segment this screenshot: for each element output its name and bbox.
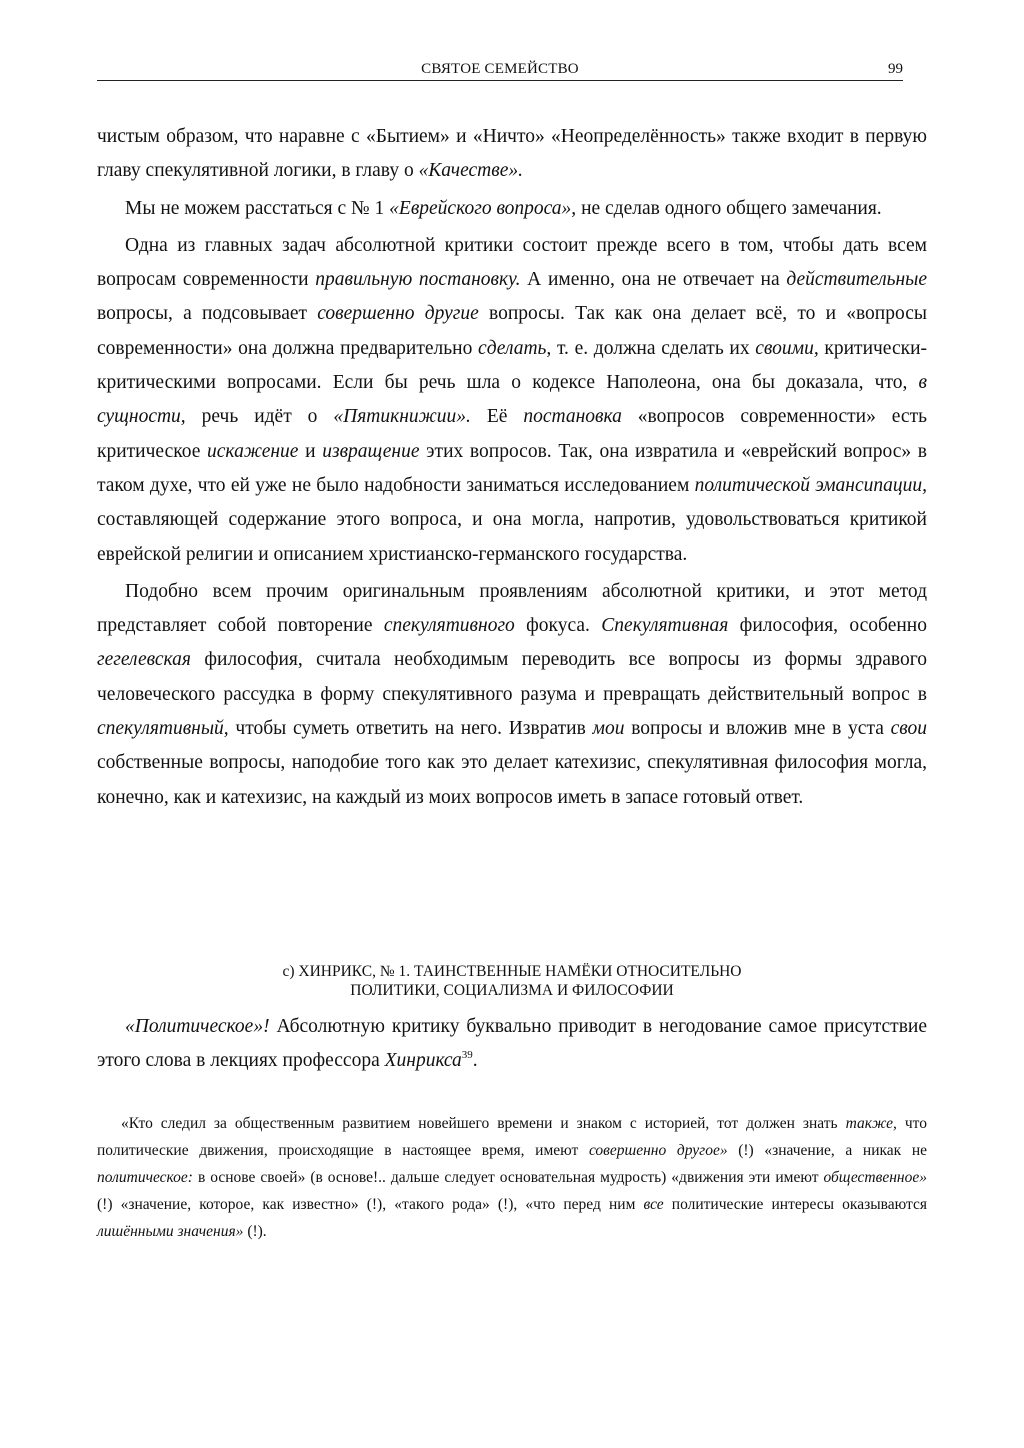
emphasis: сделать,: [478, 337, 552, 359]
text-span: т. е. должна сделать их: [551, 337, 756, 359]
emphasis: совершенно другие: [317, 303, 479, 325]
emphasis: извращение: [322, 440, 420, 462]
emphasis: спекулятивный,: [97, 718, 229, 740]
page-number: 99: [888, 61, 903, 77]
paragraph-1: [97, 120, 927, 189]
emphasis: политическое:: [97, 1169, 193, 1186]
text-span: философия, особенно: [728, 615, 927, 637]
emphasis: общественное»: [823, 1169, 927, 1186]
text-span: А именно, она не отвечает на: [520, 269, 787, 291]
text-span: в основе своей» (в основе!.. дальше следует основательная мудрость) «движения эти имеют: [192, 1169, 824, 1186]
text-span: Абсолютную критику буквально приводит в негодование самое присутствие этого слова в лекциях профессора: [97, 1016, 927, 1072]
text-span: что политические движения, происходящие в настоящее время, имеют: [97, 1115, 927, 1159]
text-span: «вопросов современности» есть критическое: [97, 406, 927, 462]
emphasis: спекулятивного: [383, 615, 515, 637]
emphasis: «Еврейского вопроса»,: [389, 197, 577, 219]
text-span: (!) «значение, а никак не: [727, 1142, 928, 1159]
text-span: этих вопросов. Так, она извратила и «еврейский вопрос» в таком духе, что ей уже не было надобности заниматься исследованием: [97, 440, 927, 496]
emphasis: «Пятикнижии».: [333, 406, 471, 428]
section-text: [97, 1010, 927, 1079]
emphasis: искажение: [207, 440, 299, 462]
section-heading-line-2: ПОЛИТИКИ, СОЦИАЛИЗМА И ФИЛОСОФИИ: [350, 982, 674, 999]
text-span: чистым образом, что наравне с «Бытием» и «Ничто» «Неопределённость» также входит в первую главу спекулятивной логики, в главу о: [97, 126, 927, 182]
text-span: Её: [470, 406, 524, 428]
emphasis: мои: [592, 718, 625, 740]
emphasis: все: [643, 1196, 664, 1213]
block-quote: [97, 1110, 927, 1245]
section-heading-line-1: c) ХИНРИКС, № 1. ТАИНСТВЕННЫЕ НАМЁКИ ОТНОСИТЕЛЬНО: [282, 963, 742, 980]
emphasis: Спекулятивная: [601, 615, 729, 637]
emphasis: постановка: [523, 406, 622, 428]
text-span: составляющей содержание этого вопроса, и она могла, напротив, удовольствоваться критикой еврейской религии и описанием христианско-германского государства.: [97, 509, 927, 565]
section-heading: [97, 962, 927, 1000]
text-span: Мы не можем расстаться с № 1: [125, 197, 390, 219]
paragraph-5: [97, 1010, 927, 1079]
emphasis: также,: [845, 1115, 897, 1132]
paragraph-4: [97, 575, 927, 815]
text-span: .: [472, 1050, 478, 1072]
running-title: СВЯТОЕ СЕМЕЙСТВО: [421, 61, 579, 77]
emphasis: в сущности,: [97, 372, 927, 428]
text-span: (!) «значение, которое, как известно» (!), «такого рода» (!), «что перед ним: [97, 1196, 644, 1213]
emphasis: лишёнными значения»: [97, 1223, 244, 1240]
footnote-ref[interactable]: 39: [461, 1049, 473, 1062]
emphasis: действительные: [786, 269, 927, 291]
main-text: [97, 120, 927, 818]
text-span: собственные вопросы, наподобие того как это делает катехизис, спекулятивная философия могла, конечно, как и катехизис, на каждый из моих вопросов иметь в запасе готовый ответ.: [97, 752, 927, 808]
text-span: вопросы, а подсовывает: [97, 303, 318, 325]
paragraph-3: [97, 229, 927, 572]
emphasis: «Качестве».: [418, 160, 523, 182]
running-header: [97, 60, 903, 81]
text-span: политические интересы оказываются: [663, 1196, 927, 1213]
text-span: Подобно всем прочим оригинальным проявлениям абсолютной критики, и этот метод представляет собой повторение: [97, 580, 927, 637]
text-span: и: [298, 440, 323, 462]
text-span: вопросы. Так как она делает всё, то и «вопросы современности» она должна предварительно: [97, 303, 927, 359]
text-span: философия, считала необходимым переводить все вопросы из формы здравого человеческого рассудка в форму спекулятивного разума и превращать действительный вопрос в: [97, 649, 927, 705]
emphasis: совершенно другое»: [588, 1142, 728, 1159]
text-span: «Кто следил за общественным развитием новейшего времени и знаком с историей, тот должен знать: [121, 1115, 846, 1132]
emphasis: правильную постановку.: [315, 269, 521, 291]
emphasis: свои: [890, 718, 927, 740]
quote-paragraph: [97, 1110, 927, 1245]
text-span: речь идёт о: [185, 406, 334, 428]
text-span: (!).: [243, 1223, 267, 1240]
emphasis: «Политическое»!: [125, 1016, 270, 1037]
paragraph-2: [97, 192, 927, 226]
emphasis: гегелевская: [97, 649, 191, 671]
text-span: критически-критическими вопросами. Если бы речь шла о кодексе Наполеона, она бы доказала, что,: [97, 337, 928, 394]
text-span: чтобы суметь ответить на него. Извратив: [228, 718, 593, 740]
emphasis: своими,: [755, 337, 819, 359]
text-span: не сделав одного общего замечания.: [576, 197, 882, 219]
text-span: Одна из главных задач абсолютной критики состоит прежде всего в том, чтобы дать всем вопросам современности: [97, 234, 927, 291]
emphasis: Хинрикса: [384, 1050, 462, 1072]
text-span: фокуса.: [514, 615, 602, 637]
emphasis: политической эмансипации,: [694, 474, 928, 496]
text-span: вопросы и вложив мне в уста: [624, 718, 891, 740]
